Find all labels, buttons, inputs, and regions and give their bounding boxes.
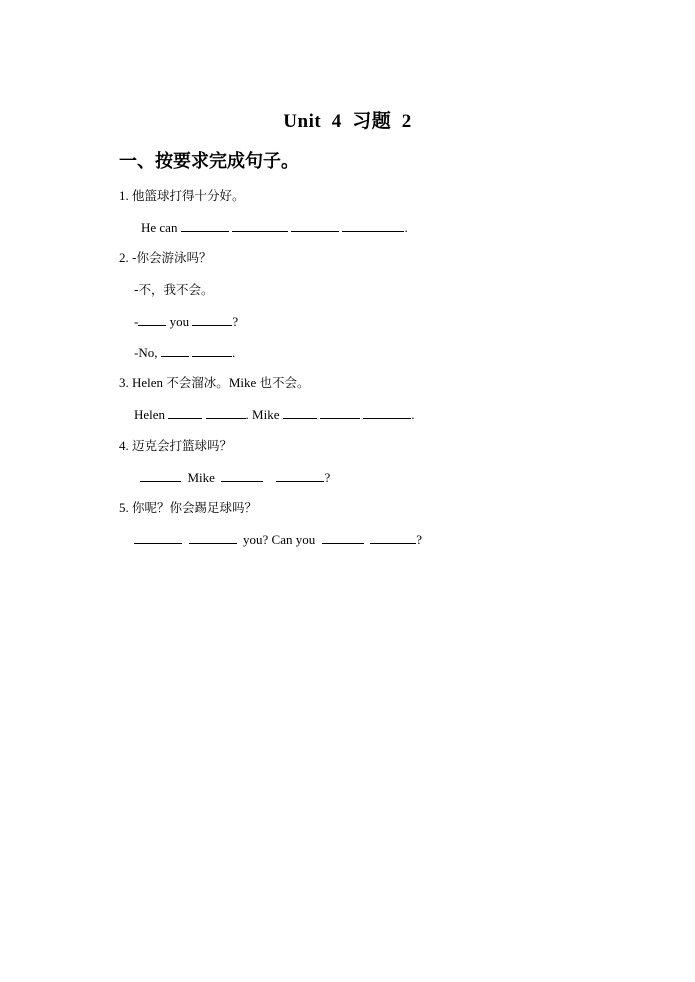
answer-blank[interactable]: [181, 219, 229, 232]
question-4-prompt: [119, 438, 232, 454]
question-1-number: 1.: [119, 188, 129, 203]
answer-blank[interactable]: [221, 469, 263, 482]
question-3-answer-helen: Helen: [134, 407, 166, 422]
question-3-answer-end: .: [411, 407, 415, 422]
answer-blank[interactable]: [232, 219, 288, 232]
question-4-answer-line: [140, 469, 330, 486]
question-2-line4-start: -No,: [134, 345, 158, 360]
answer-blank[interactable]: [192, 313, 232, 326]
answer-blank[interactable]: [138, 313, 166, 326]
question-2-line3-mid: you: [169, 314, 190, 329]
question-4-text: 迈克会打篮球吗？: [132, 438, 233, 453]
question-2-number: 2.: [119, 250, 129, 265]
question-1-prompt: [119, 188, 245, 204]
question-4-number: 4.: [119, 438, 129, 453]
question-1-answer-end: .: [404, 220, 408, 235]
question-2-text: -你会游泳吗？: [132, 250, 212, 265]
question-2-answer-line-1: [134, 313, 238, 330]
section-heading: 一、按要求完成句子。: [119, 151, 299, 172]
question-1-answer-line: [141, 219, 408, 236]
answer-blank[interactable]: [370, 531, 416, 544]
answer-blank[interactable]: [206, 406, 246, 419]
question-2-prompt: [119, 250, 212, 266]
answer-blank[interactable]: [322, 531, 364, 544]
question-3-en-1: Helen: [132, 375, 164, 390]
question-3-cn-1: 不会溜冰。: [166, 375, 229, 390]
question-3-number: 3.: [119, 375, 129, 390]
question-5-text: 你呢？你会踢足球吗？: [132, 500, 258, 515]
answer-blank[interactable]: [363, 406, 411, 419]
question-2-line3-start: -: [134, 314, 139, 329]
answer-blank[interactable]: [291, 219, 339, 232]
answer-blank[interactable]: [283, 406, 317, 419]
question-5-number: 5.: [119, 500, 129, 515]
question-2-reply: -不，我不会。: [134, 282, 214, 297]
answer-blank[interactable]: [168, 406, 202, 419]
question-3-cn-2: 也不会。: [259, 375, 310, 390]
question-2-line4-end: .: [231, 345, 236, 360]
answer-blank[interactable]: [161, 344, 189, 357]
page-title: Unit 4 习题 2: [283, 111, 412, 132]
question-5-prompt: [119, 500, 257, 516]
question-5-answer-you: you? Can you: [243, 532, 316, 547]
answer-blank[interactable]: [189, 531, 237, 544]
answer-blank[interactable]: [140, 469, 181, 482]
question-4-answer-end: ?: [324, 470, 331, 485]
question-2-line3-end: ?: [232, 314, 239, 329]
answer-blank[interactable]: [320, 406, 360, 419]
question-3-prompt: [119, 375, 310, 391]
question-2-answer-line-2: [134, 344, 235, 361]
answer-blank[interactable]: [192, 344, 232, 357]
answer-blank[interactable]: [134, 531, 182, 544]
answer-blank[interactable]: [276, 469, 324, 482]
question-3-en-2: Mike: [228, 375, 257, 390]
question-1-answer-start: He can: [141, 220, 178, 235]
question-1-text: 他篮球打得十分好。: [132, 188, 245, 203]
question-5-answer-line: [134, 531, 422, 548]
question-3-answer-line: [134, 406, 415, 423]
question-5-answer-end: ?: [416, 532, 422, 547]
answer-blank[interactable]: [342, 219, 404, 232]
question-3-answer-mike: . Mike: [245, 407, 280, 422]
question-4-answer-mike: Mike: [187, 470, 215, 485]
